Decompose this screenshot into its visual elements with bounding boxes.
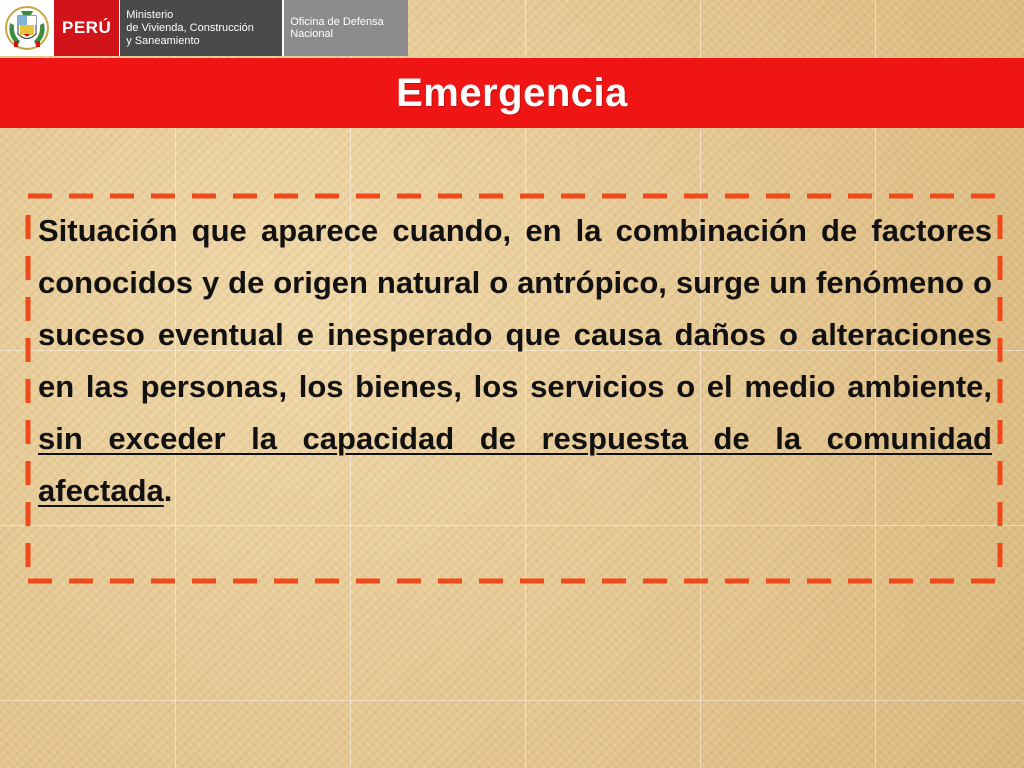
ministry-line: y Saneamiento: [126, 34, 200, 47]
definition-text: [38, 205, 992, 517]
office-name: Oficina de Defensa Nacional: [282, 0, 408, 56]
definition-body: Situación que aparece cuando, en la combinación de factores conocidos y de origen natural o antrópico, surge un fenómeno o suceso eventual e inesperado que causa daños o alteraciones en las personas, los bienes, los servicios o el medio ambiente,: [38, 213, 992, 404]
ministry-line: Ministerio: [126, 8, 174, 21]
slide-title: Emergencia: [396, 70, 628, 115]
definition-end: .: [163, 473, 173, 508]
ministry-line: de Vivienda, Construcción: [126, 21, 254, 34]
country-label: PERÚ: [54, 0, 119, 56]
definition-emphasis: sin exceder la capacidad de respuesta de la comunidad afectada: [38, 421, 992, 508]
